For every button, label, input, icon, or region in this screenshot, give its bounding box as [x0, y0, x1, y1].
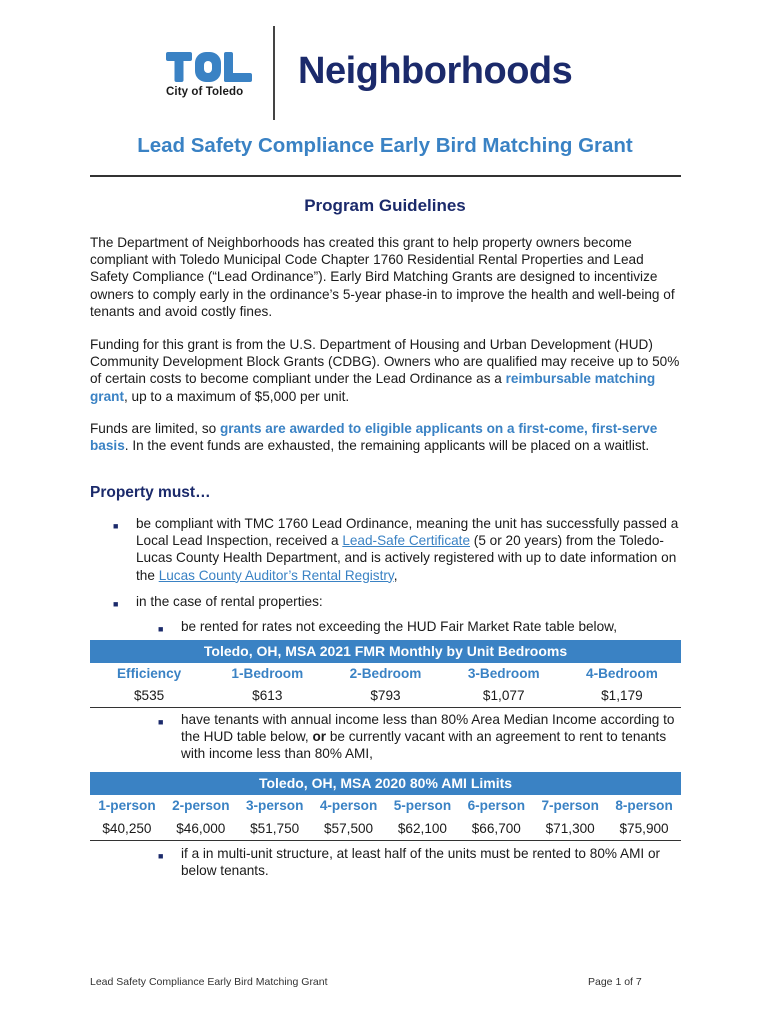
table-cell: $793 — [370, 688, 401, 703]
funding-text: Funding for this grant is from the U.S. Department of Housing and Urban Development (HUD) Community Development Block Grants (CDBG). Owners who are qualified may receive up to 50% of certain costs to become compliant under the Lead Ordinance as a — [90, 337, 680, 387]
limits-paragraph — [90, 420, 680, 454]
table-cell: $71,300 — [545, 821, 595, 836]
bullet-icon: ■ — [113, 599, 119, 609]
bullet-text: if a in multi-unit structure, at least half of the units must be rented to 80% AMI or below tenants. — [181, 846, 661, 879]
table-header-cell: 2-person — [172, 798, 230, 813]
limits-text: Funds are limited, so — [90, 421, 220, 436]
table-header-cell: 2-Bedroom — [349, 666, 422, 681]
table-bottom-rule — [90, 707, 681, 708]
lead-safe-certificate-link[interactable]: Lead-Safe Certificate — [342, 533, 471, 549]
bullet-text-part: have tenants with annual income less than 80% Area Median Income according to the HUD table below, — [181, 712, 675, 745]
or-emphasis: or — [312, 729, 327, 745]
table-cell: $57,500 — [323, 821, 374, 836]
ami-table-header-row — [90, 798, 681, 813]
table-header-cell: 8-person — [615, 798, 673, 813]
limits-text-end: . In the event funds are exhausted, the remaining applicants will be placed on a waitlist. — [124, 438, 650, 454]
table-cell: $51,750 — [250, 821, 300, 836]
bullet-icon: ■ — [158, 851, 164, 861]
rental-registry-link[interactable]: Lucas County Auditor’s Rental Registry — [158, 567, 394, 583]
fmr-table-header-row — [90, 666, 681, 681]
table-cell: $1,179 — [601, 688, 643, 703]
table-cell: $62,100 — [397, 821, 447, 836]
funding-paragraph — [90, 336, 680, 405]
table-header-cell: 3-Bedroom — [467, 666, 540, 681]
bullet-icon: ■ — [158, 624, 164, 634]
table-header-cell: 5-person — [393, 798, 452, 813]
fmr-table-title: Toledo, OH, MSA 2021 FMR Monthly by Unit Bedrooms — [90, 640, 681, 663]
table-cell: $613 — [252, 688, 283, 703]
table-cell: $66,700 — [471, 821, 521, 836]
ami-table-title: Toledo, OH, MSA 2020 80% AMI Limits — [90, 772, 681, 795]
table-header-cell: Efficiency — [116, 666, 182, 681]
table-bottom-rule — [90, 840, 681, 841]
bullet-text-part: , — [393, 567, 398, 583]
table-cell: $535 — [133, 688, 165, 703]
document-subtitle: Program Guidelines — [304, 196, 466, 215]
bullet-text-part: be currently vacant with an agreement to rent to tenants with income less than 80% AMI, — [181, 729, 667, 762]
table-cell: $1,077 — [482, 688, 525, 703]
bullet-icon: ■ — [158, 717, 164, 727]
tol-logo-icon — [166, 52, 252, 82]
reimbursable-highlight: reimbursable matching grant — [90, 371, 656, 404]
logo-divider — [273, 26, 275, 120]
brand-name: Neighborhoods — [298, 50, 573, 92]
table-header-cell: 4-person — [319, 798, 378, 813]
footer-page-number: Page 1 of 7 — [588, 976, 642, 988]
table-cell: $46,000 — [176, 821, 226, 836]
bullet-text-part: (5 or 20 years) from the Toledo-Lucas County Health Department, and is actively registered with up to date information on the — [136, 533, 677, 583]
city-label: City of Toledo — [166, 86, 244, 98]
property-heading: Property must… — [90, 484, 211, 501]
first-come-highlight: grants are awarded to eligible applicants on a first-come, first-serve basis — [90, 421, 658, 454]
document-title: Lead Safety Compliance Early Bird Matching Grant — [137, 134, 633, 157]
funding-text-end: , up to a maximum of $5,000 per unit. — [123, 388, 350, 404]
bullet-text-part: be compliant with TMC 1760 Lead Ordinance, meaning the unit has successfully passed a Local Lead Inspection, received a — [136, 516, 679, 549]
table-header-cell: 3-person — [245, 798, 304, 813]
table-header-cell: 1-person — [98, 798, 156, 813]
table-cell: $40,250 — [102, 821, 152, 836]
bullet-text — [181, 711, 681, 763]
ami-table-value-row — [90, 821, 681, 836]
table-header-cell: 4-Bedroom — [586, 666, 658, 681]
table-header-cell: 6-person — [467, 798, 526, 813]
fmr-table-value-row — [90, 688, 681, 703]
footer-document-name: Lead Safety Compliance Early Bird Matching Grant — [90, 976, 328, 988]
table-header-cell: 1-Bedroom — [231, 666, 304, 681]
table-header-cell: 7-person — [541, 798, 599, 813]
city-logo — [166, 52, 252, 98]
bullet-text: in the case of rental properties: — [136, 594, 323, 609]
intro-paragraph: The Department of Neighborhoods has created this grant to help property owners become compliant with Toledo Municipal Code Chapter 1760 Residential Rental Properties and Lead Safety Compliance (“Lead Ordinance”). Early Bird Matching Grants are designed to incentivize owners to comply early in the ordinance’s 5-year phase-in to improve the health and well-being of tenants and avoid costly fines. — [90, 235, 675, 319]
bullet-icon: ■ — [113, 521, 119, 531]
bullet-text: be rented for rates not exceeding the HUD Fair Market Rate table below, — [181, 619, 617, 634]
bullet-text — [136, 515, 681, 584]
title-divider — [90, 175, 681, 177]
table-cell: $75,900 — [619, 821, 669, 836]
